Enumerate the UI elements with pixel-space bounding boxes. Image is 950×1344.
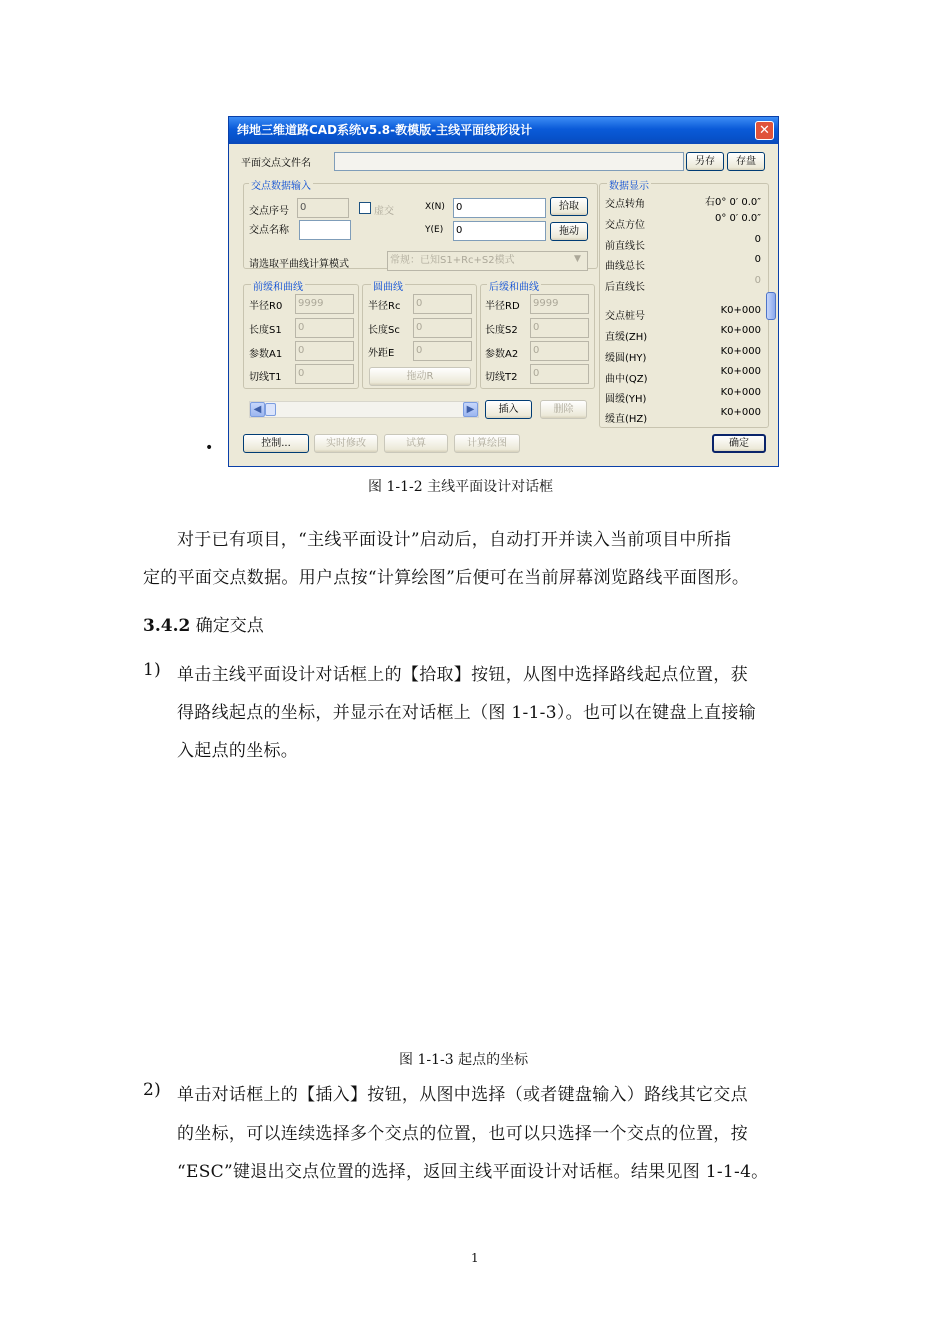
x-input[interactable]: 0 [453,198,546,218]
list-item-line: 的坐标，可以连续选择多个交点的位置，也可以只选择一个交点的位置，按 [177,1124,748,1144]
drag-r-button[interactable]: 拖动R [369,367,471,386]
s1-field[interactable]: 0 [295,318,354,338]
display-value: 0 [754,254,761,265]
mode-label: 请选取平曲线计算模式 [249,259,349,270]
drag-button[interactable]: 拖动 [550,222,588,241]
display-value: 右0° 0′ 0.0″ [705,197,761,208]
control-button[interactable]: 控制... [243,434,309,453]
figure-caption-1-1-3: 图 1-1-3 起点的坐标 [399,1052,529,1068]
rc-field[interactable]: 0 [413,294,472,314]
rd-field[interactable]: 9999 [530,294,589,314]
display-value: 0 [754,234,761,245]
display-label: 圆缓(YH) [605,394,647,405]
e-field[interactable]: 0 [413,341,472,361]
display-label: 交点方位 [605,220,645,231]
display-value: K0+000 [720,346,761,357]
display-label: 曲中(QZ) [605,374,648,385]
sc-label: 长度Sc [368,325,400,336]
a1-field[interactable]: 0 [295,341,354,361]
display-label: 缓圆(HY) [605,353,647,364]
list-item-line: “ESC”键退出交点位置的选择，返回主线平面设计对话框。结果见图 1-1-4。 [177,1162,769,1182]
insert-button[interactable]: 插入 [485,400,532,419]
section-number: 3.4.2 [143,616,191,636]
section-heading [143,611,264,636]
file-name-field[interactable] [334,152,684,171]
ip-name-field[interactable] [299,220,351,240]
virtual-label: 虚交 [374,206,394,217]
display-value: K0+000 [720,387,761,398]
scroll-right-icon[interactable]: ▶ [463,402,478,417]
ip-no-field[interactable]: 0 [297,198,349,218]
virtual-checkbox[interactable] [359,202,371,214]
ip-name-label: 交点名称 [249,225,289,236]
list-item-line: 入起点的坐标。 [177,741,299,761]
mode-select[interactable]: 常规：已知S1+Rc+S2模式 [387,251,588,271]
figure-caption-1-1-2: 图 1-1-2 主线平面设计对话框 [368,479,554,495]
display-label: 交点桩号 [605,311,645,322]
display-scrollbar[interactable] [766,292,776,320]
paragraph-line: 对于已有项目，“主线平面设计”启动后，自动打开并读入当前项目中所指 [177,530,732,550]
ip-scrollbar[interactable] [249,401,479,418]
rd-label: 半径RD [485,301,520,312]
t2-label: 切线T2 [485,372,518,383]
display-value: K0+000 [720,366,761,377]
save-as-button[interactable]: 另存 [686,152,724,171]
display-value: K0+000 [720,325,761,336]
e-label: 外距E [368,348,395,359]
delete-button[interactable]: 删除 [540,400,587,419]
display-label: 缓直(HZ) [605,414,648,425]
y-input[interactable]: 0 [453,221,546,241]
display-value: 0 [754,275,761,286]
list-number: 2) [143,1080,162,1100]
display-value: 0° 0′ 0.0″ [715,213,761,224]
calc-draw-button[interactable]: 计算绘图 [454,434,520,453]
ip-input-group-title: 交点数据输入 [249,177,313,192]
list-item-line: 单击主线平面设计对话框上的【拾取】按钮，从图中选择路线起点位置，获 [177,665,748,685]
t2-field[interactable]: 0 [530,364,589,384]
a2-field[interactable]: 0 [530,341,589,361]
save-button[interactable]: 存盘 [727,152,765,171]
t1-field[interactable]: 0 [295,364,354,384]
ip-no-label: 交点序号 [249,206,289,217]
list-number: 1) [143,660,162,680]
display-label: 前直线长 [605,241,645,252]
ok-button[interactable]: 确定 [712,434,766,453]
front-transition-title: 前缓和曲线 [251,278,305,293]
pick-button[interactable]: 拾取 [550,197,588,216]
a1-label: 参数A1 [249,349,283,360]
close-icon[interactable]: ✕ [755,121,774,140]
s2-field[interactable]: 0 [530,318,589,338]
x-label: X(N) [425,202,445,212]
circle-group-title: 圆曲线 [371,278,405,293]
chevron-down-icon: ▼ [574,254,581,264]
display-label: 直缓(ZH) [605,332,648,343]
y-label: Y(E) [425,225,444,235]
display-label: 交点转角 [605,199,645,210]
rc-label: 半径Rc [368,301,401,312]
dialog-titlebar[interactable] [229,117,778,144]
display-value: K0+000 [720,407,761,418]
paragraph-line: 定的平面交点数据。用户点按“计算绘图”后便可在当前屏幕浏览路线平面图形。 [143,568,750,588]
s1-label: 长度S1 [249,325,282,336]
file-label: 平面交点文件名 [241,158,311,169]
bullet-mark: • [205,440,214,456]
scroll-left-icon[interactable]: ◀ [250,402,265,417]
plan-design-dialog [228,116,779,467]
trial-calc-button[interactable]: 试算 [384,434,448,453]
s2-label: 长度S2 [485,325,518,336]
t1-label: 切线T1 [249,372,282,383]
r0-label: 半径R0 [249,301,283,312]
list-item-line: 单击对话框上的【插入】按钮，从图中选择（或者键盘输入）路线其它交点 [177,1085,748,1105]
data-display-title: 数据显示 [607,177,651,192]
a2-label: 参数A2 [485,349,519,360]
scroll-thumb[interactable] [265,403,276,416]
page-number: 1 [471,1251,479,1265]
sc-field[interactable]: 0 [413,318,472,338]
r0-field[interactable]: 9999 [295,294,354,314]
realtime-edit-button[interactable]: 实时修改 [314,434,378,453]
list-item-line: 得路线起点的坐标，并显示在对话框上（图 1-1-3）。也可以在键盘上直接输 [177,703,756,723]
section-title: 确定交点 [195,616,264,636]
dialog-title: 纬地三维道路CAD系统v5.8-教模版-主线平面线形设计 [237,123,533,137]
display-value: K0+000 [720,305,761,316]
display-label: 曲线总长 [605,261,645,272]
display-label: 后直线长 [605,282,645,293]
back-transition-title: 后缓和曲线 [487,278,541,293]
